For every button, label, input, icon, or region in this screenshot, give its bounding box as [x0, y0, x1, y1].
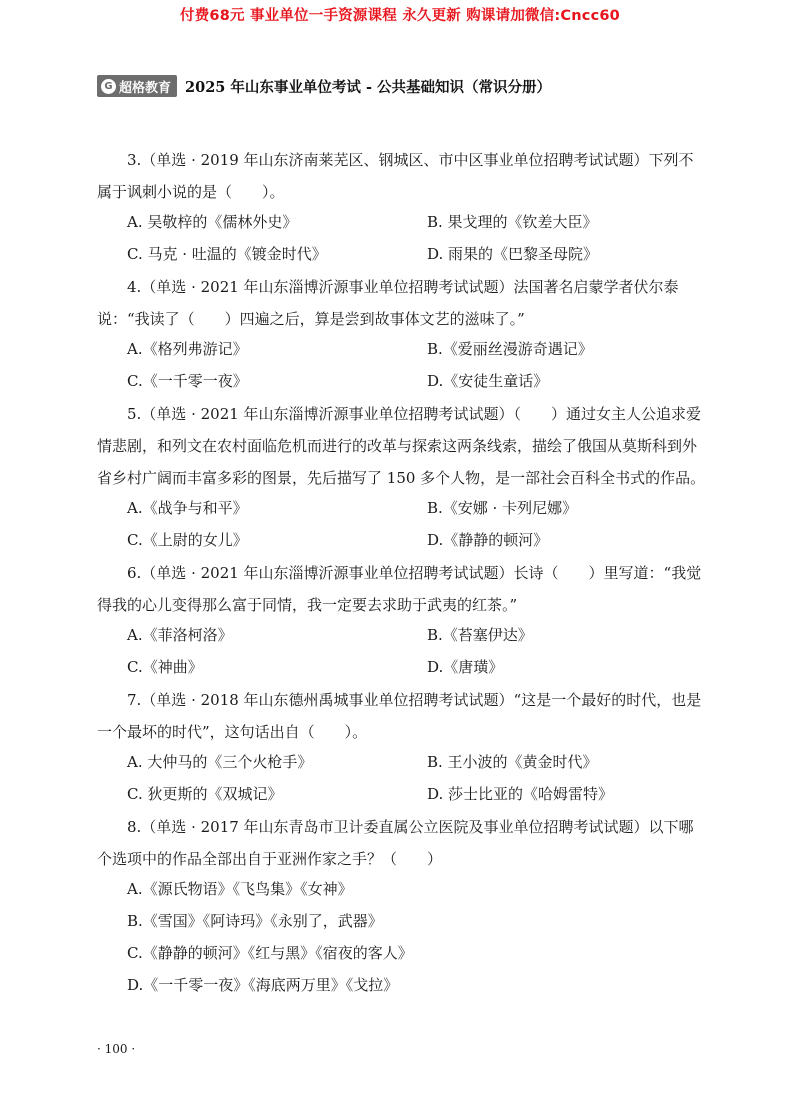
- question-8-stem: 8.（单选 · 2017 年山东青岛市卫计委直属公立医院及事业单位招聘考试试题）以下哪个选项中的作品全部出自于亚洲作家之手？（ ）: [97, 818, 694, 868]
- page-header: [97, 75, 551, 97]
- question-5-stem: 5.（单选 · 2021 年山东淄博沂源事业单位招聘考试试题）（ ）通过女主人公追求爱情悲剧，和列文在农村面临危机而进行的改革与探索这两条线索，描绘了俄国从莫斯科到外省乡村广阔而丰富多彩的图景，先后描写了 150 多个人物，是一部社会百科全书式的作品。: [97, 405, 706, 487]
- logo-text: 超格教育: [119, 80, 172, 96]
- book-title: 2025 年山东事业单位考试 - 公共基础知识（常识分册）: [185, 78, 552, 96]
- question-6-option-a: A.《菲洛柯洛》: [127, 626, 233, 644]
- question-6-option-d: D.《唐璜》: [427, 658, 504, 676]
- question-3-stem: 3.（单选 · 2019 年山东济南莱芜区、钢城区、市中区事业单位招聘考试试题）下列不属于讽刺小说的是（ ）。: [97, 151, 694, 201]
- question-3-option-c: C. 马克 · 吐温的《镀金时代》: [127, 245, 327, 263]
- question-7-option-d: D. 莎士比亚的《哈姆雷特》: [427, 785, 614, 803]
- promo-banner: 付费68元 事业单位一手资源课程 永久更新 购课请加微信:Cncc60: [180, 8, 620, 24]
- question-8-option-a: A.《源氏物语》《飞鸟集》《女神》: [127, 880, 353, 898]
- question-4-option-d: D.《安徒生童话》: [427, 372, 549, 390]
- question-4-option-a: A.《格列弗游记》: [127, 340, 248, 358]
- question-5-option-b: B.《安娜 · 卡列尼娜》: [427, 499, 578, 517]
- question-7-stem: 7.（单选 · 2018 年山东德州禹城事业单位招聘考试试题）“这是一个最好的时代，也是一个最坏的时代”，这句话出自（ ）。: [97, 691, 702, 741]
- logo-icon: G: [101, 79, 116, 94]
- question-4-option-b: B.《爱丽丝漫游奇遇记》: [427, 340, 593, 358]
- question-3-option-b: B. 果戈理的《钦差大臣》: [427, 213, 598, 231]
- question-8-option-c: C.《静静的顿河》《红与黑》《宿夜的客人》: [127, 944, 413, 962]
- question-8-option-d: D.《一千零一夜》《海底两万里》《戈拉》: [127, 976, 399, 994]
- question-7-option-a: A. 大仲马的《三个火枪手》: [127, 753, 313, 771]
- question-6-option-b: B.《苔塞伊达》: [427, 626, 533, 644]
- page-number: · 100 ·: [97, 1042, 136, 1056]
- question-3-option-a: A. 吴敬梓的《儒林外史》: [127, 213, 298, 231]
- question-5-option-c: C.《上尉的女儿》: [127, 531, 248, 549]
- question-6-stem: 6.（单选 · 2021 年山东淄博沂源事业单位招聘考试试题）长诗（ ）里写道：“我觉得我的心儿变得那么富于同情，我一定要去求助于武夷的红茶。”: [97, 564, 702, 614]
- question-5-option-d: D.《静静的顿河》: [427, 531, 549, 549]
- question-4-stem: 4.（单选 · 2021 年山东淄博沂源事业单位招聘考试试题）法国著名启蒙学者伏尔泰说：“我读了（ ）四遍之后，算是尝到故事体文艺的滋味了。”: [97, 278, 679, 328]
- publisher-logo: [97, 75, 177, 97]
- question-3-option-d: D. 雨果的《巴黎圣母院》: [427, 245, 599, 263]
- question-6-option-c: C.《神曲》: [127, 658, 203, 676]
- question-7-option-b: B. 王小波的《黄金时代》: [427, 753, 598, 771]
- question-8-option-b: B.《雪国》《阿诗玛》《永别了，武器》: [127, 912, 383, 930]
- question-7-option-c: C. 狄更斯的《双城记》: [127, 785, 283, 803]
- question-5-option-a: A.《战争与和平》: [127, 499, 248, 517]
- question-4-option-c: C.《一千零一夜》: [127, 372, 248, 390]
